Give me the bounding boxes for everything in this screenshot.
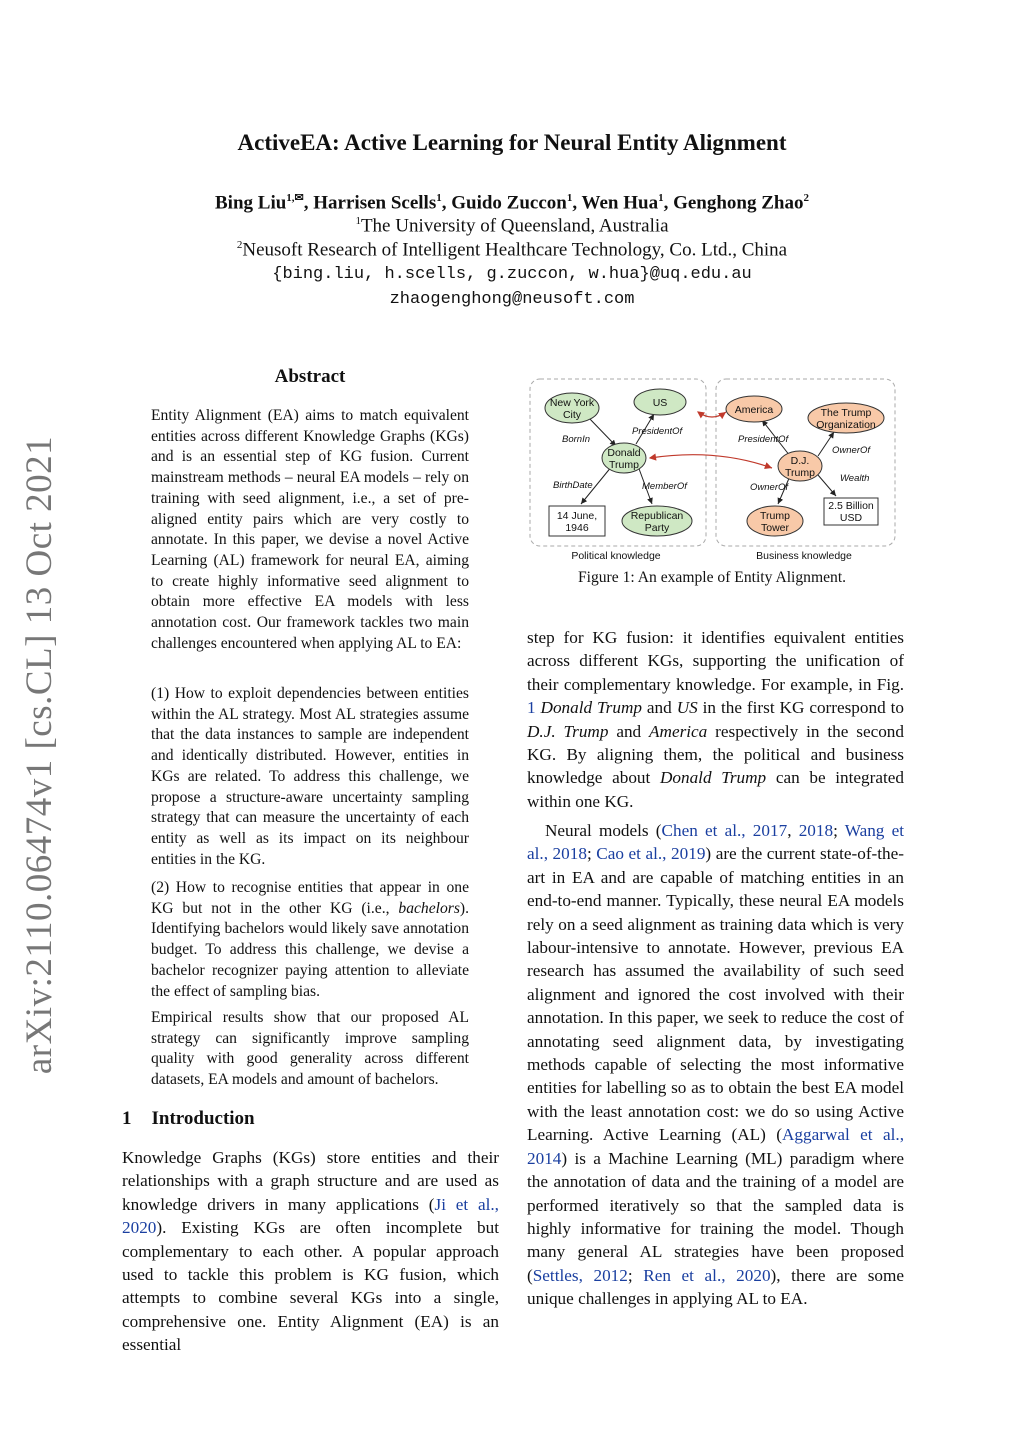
author-list: Bing Liu$^{1,✉}$, Harrisen Scells$^1$, Guido Zuccon$^1$, Wen Hua$^1$, Genghong Zhao$^2$ [215,192,809,214]
text-span: ) is a Machine Learning (ML) paradigm where the annotation of data and the training of a model are performed iteratively so that the sampled data is highly informative for training the model. Though many general AL strategies have been proposed ( [527,1148,904,1285]
edge-born-in [588,417,616,446]
node-label: The Trump [820,407,872,419]
section-heading [122,1108,255,1130]
edge-label: BirthDate [553,480,593,491]
author-marks: 2 [803,192,809,204]
author-name: Guido Zuccon [451,192,567,214]
node-label: 2.5 Billion [828,500,874,512]
figure-ref-link[interactable]: 1 [527,698,536,718]
edge-label: OwnerOf [832,445,871,456]
abstract-heading: Abstract [274,366,346,387]
email-line: {bing.liu, h.scells, g.zuccon, w.hua}@uq.edu.au [272,265,752,284]
kg-label: Political knowledge [571,550,661,562]
node-label: Party [644,522,670,534]
edge-label: OwnerOf [750,482,789,493]
node-label: Tower [760,522,790,534]
node-label: USD [839,512,863,524]
affiliation [0,239,1024,261]
text-span: ; [833,821,845,840]
affiliation-text: Neusoft Research of Intelligent Healthcare Technology, Co. Ltd., China [242,239,788,261]
node-label: 1946 [565,522,589,534]
citation-link[interactable]: Ji et al., 2020 [122,1194,499,1238]
text-span: ). Existing KGs are often incomplete but complementary to each other. A popular approach used to tackle this problem is KG fusion, which attempts to combine several KGs into a single, comprehensive one. Entity Alignment (EA) is an essential [122,1218,499,1355]
affiliation-mark: 1 [355,215,361,227]
affiliation-mark: 2 [236,239,243,251]
text-span: (2) How to recognise entities that appear in one KG but not in the other KG (i.e., [151,879,469,917]
emphasis: Donald Trump [659,768,767,788]
node-label: America [734,404,774,416]
emphasis: America [649,721,708,741]
citation-link[interactable]: Wang et al., 2018 [527,821,904,864]
node-label: Trump [609,459,639,471]
author-marks: 1 [436,192,442,204]
node-label: Organization [816,419,876,431]
citation-link[interactable]: Ren et al., 2020 [643,1265,771,1285]
node-label: Trump [785,467,815,479]
text-span: ), there are some unique challenges in applying AL to EA. [527,1265,905,1309]
intro-paragraph [527,626,904,813]
author-name: Harrisen Scells [313,192,437,214]
text-span: Neural models ( [545,821,662,840]
entity-alignment-figure [526,376,898,566]
text-span: and [608,721,650,741]
abstract-paragraph: Entity Alignment (EA) aims to match equivalent entities across different Knowledge Graphs (KGs) and is an essential step of KG fusion. Current mainstream methods – neural EA models – rely on training with seed alignment, i.e., a set of pre-aligned entity pairs which are very costly to annotate. In this paper, we devise a novel Active Learning (AL) framework for neural EA, aiming to create highly informative seed alignment to obtain more effective EA models with less annotation cost. Our framework tackles two main challenges encountered when applying AL to EA: [151,407,469,652]
affiliation [0,215,1024,237]
node-label: Donald [607,447,641,459]
node-label: 14 June, [556,510,598,522]
edge-label: Wealth [840,473,870,484]
author-name: Wen Hua [581,192,659,214]
text-span: ; [586,844,597,864]
affiliation-text: The University of Queensland, Australia [360,215,669,237]
edge-label: PresidentOf [738,434,789,445]
intro-paragraph [527,819,904,1311]
author-marks: 1 [566,192,573,204]
edge-wealth [818,475,836,496]
citation-link[interactable]: Aggarwal et al., 2014 [527,1125,904,1168]
emphasis: bachelors [398,899,460,917]
node-label: Trump [760,510,790,522]
alignment-arrow-trump [650,455,772,468]
text-span: ; [627,1265,644,1285]
text-span: step for KG fusion: it identifies equivalent entities across different KGs, supporting the unification of their complementary knowledge. For example, in Fig. [527,628,904,694]
node-label: D.J. [790,455,810,467]
author-name: Genghong Zhao [673,192,804,214]
text-span: ) are the current state-of-the-art in EA and are capable of matching entities in an end-to-end manner. Typically, these neural EA models rely on a seed alignment as training data which is very labour-intensive to annotate. However, previous EA research has assumed the availability of such seed alignment and ignored the cost involved with their annotation. In this paper, we seek to reduce the cost of annotating seed alignment data, by investigating methods capable of selecting the most informative entities for labelling so as to obtain the best EA model with the least annotation cost: we do so using Active Learning. Active Learning (AL) ( [527,844,905,1145]
text-span: Knowledge Graphs (KGs) store entities and their relationships with a graph structure and are used as knowledge drivers in many applications ( [122,1148,499,1214]
alignment-arrow-us-america [698,412,726,417]
emphasis: Donald Trump [540,698,642,718]
author-marks: 1 [658,192,664,204]
abstract-paragraph [151,878,469,1002]
kg-label: Business knowledge [756,550,852,562]
citation-link[interactable]: 2018 [798,821,834,840]
edge-label: MemberOf [642,481,687,492]
emphasis: D.J. Trump [527,721,609,741]
node-label: Republican [630,510,684,522]
citation-link[interactable]: Settles, 2012 [532,1265,628,1285]
text-span: in the first KG correspond to [697,698,905,718]
section-number: 1 [122,1108,132,1129]
paper-title: ActiveEA: Active Learning for Neural Entity Alignment [237,130,787,155]
abstract-paragraph: Empirical results show that our proposed AL strategy can significantly improve sampling quality with good generality across different datasets, EA models and amount of bachelors. [151,1009,469,1089]
section-title: Introduction [151,1108,255,1129]
arxiv-stamp: arXiv:2110.06474v1 [cs.CL] 13 Oct 2021 [19,435,60,1075]
author-name: Bing Liu [215,192,287,214]
citation-link[interactable]: Chen et al., 2017 [661,821,788,840]
node-label: City [562,409,582,421]
intro-paragraph [122,1146,499,1357]
author-marks: 1,✉ [286,192,304,204]
email-line: zhaogenghong@neusoft.com [389,290,635,309]
text-span: can be integrated within one KG. [527,768,904,811]
edge-label: BornIn [562,434,590,445]
node-label: US [652,397,668,409]
text-span: ). Identifying bachelors would likely save annotation budget. To address this challenge, we devise a bachelor recognizer paying attention to alleviate the effect of sampling bias. [151,899,469,1000]
emphasis: US [676,698,698,718]
node-label: New York [549,397,595,409]
edge-label: PresidentOf [632,426,683,437]
citation-link[interactable]: Cao et al., 2019 [596,844,706,864]
text-span: respectively in the second KG. By aligning them, the political and business knowledge about [527,721,904,788]
text-span: and [641,698,677,718]
abstract-paragraph: (1) How to exploit dependencies between entities within the AL strategy. Most AL strategies assume that the data instances to sample are independent and identically distributed. However, entities in KGs are related. To address this challenge, we propose a structure-aware uncertainty sampling strategy that can measure the uncertainty of each entity as well as its impact on its neighbour entities in the KG. [151,685,469,868]
figure-caption: Figure 1: An example of Entity Alignment. [577,569,847,586]
text-span: , [787,821,799,840]
